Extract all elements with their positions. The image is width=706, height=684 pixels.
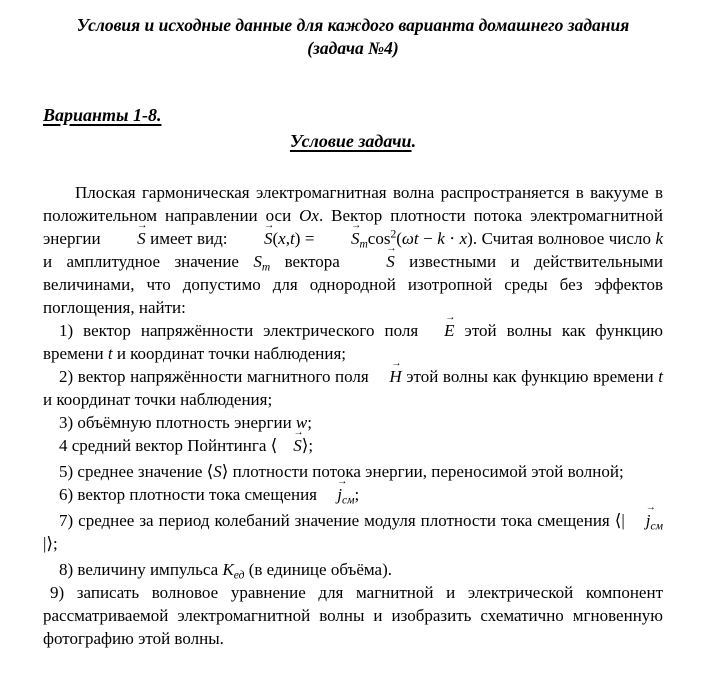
list-item-9: 9) записать волновое уравнение для магнитной и электрической компонент рассматриваемой электромагнитной волны и изобразить схематично мгновенную фотографию этой волны. [43,583,663,648]
list-item-3: 3) объёмную плотность энергии w; [59,413,312,432]
list-item-6: 6) вектор плотности тока смещения $j \to_{см}$; [43,483,663,506]
title-line-2: (задача №4) [307,38,399,58]
condition-heading-text: Условие задачи [289,131,412,151]
list-item-8: 8) величину импульса $K_{ед}$ (в единице объёма). [59,560,392,582]
list-item-7: 7) среднее за период колебаний значение модуля плотности тока смещения ⟨| $j \to_{см}$ |⟩; [43,509,663,555]
variants-heading-text: Варианты 1-8. [43,105,162,125]
problem-statement-paragraph: Плоская гармоническая электромагнитная волна распространяется в вакууме в положительном направлении оси Ox. Вектор плотности потока электромагнитной энергии S → имеет вид: $S \to(x,t) = S \to_m\cos^2(\omega t - k \cdot x)$. Считая волновое число k и амплитудное значение $S_m$ вектора S → известными и действительными величинами, что допустимо для однородной изотропной среды без эффектов поглощения, найти: [43,181,663,319]
title-line-1: Условия и исходные данные для каждого варианта домашнего задания [76,15,630,35]
list-item-2: 2) вектор напряжённости магнитного поля H → этой волны как функцию времени t и координат точки наблюдения; [43,365,663,411]
problem-text-block [43,181,663,650]
list-item-5: 5) среднее значение ⟨S⟩ плотности потока энергии, переносимой этой волной; [59,462,624,481]
condition-heading [43,130,663,153]
document-title [43,14,663,60]
condition-heading-period: . [411,131,417,151]
variants-heading [43,104,663,127]
list-item-1: 1) вектор напряжённости электрического поля E → этой волны как функцию времени t и координат точки наблюдения; [43,319,663,365]
list-item-4: 4 средний вектор Пойнтинга ⟨ S →⟩; [43,434,663,457]
